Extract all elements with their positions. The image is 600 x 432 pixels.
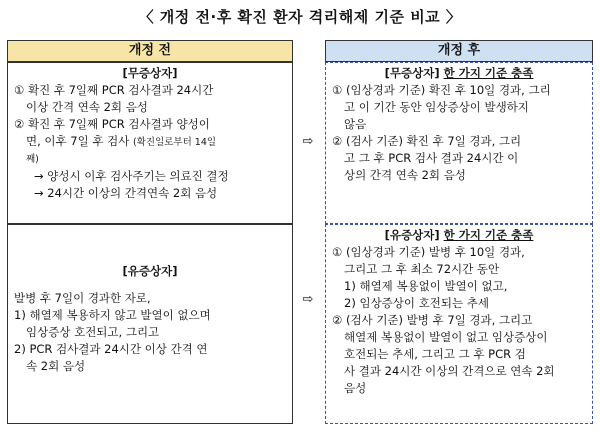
after-sym-item2-c: 호전되는 추세, 그리고 그 후 PCR 검 bbox=[344, 347, 526, 361]
before-asym-item2-b bbox=[14, 133, 286, 151]
before-asymptomatic-box bbox=[7, 62, 293, 224]
after-header: 개정 후 bbox=[325, 40, 593, 62]
after-asym-item2-c: 상의 간격 연속 2회 음성 bbox=[344, 168, 466, 182]
before-sym-intro: 발병 후 7일이 경과한 자로, bbox=[14, 291, 151, 305]
after-asym-item1-b: 고 이 기간 동안 임상증상이 발생하지 bbox=[344, 100, 529, 114]
before-sym-item1-a: 1) 해열제 복용하지 않고 발열이 없으며 bbox=[14, 308, 211, 322]
after-sym-label-a: [유증상자] bbox=[384, 228, 440, 242]
before-asym-arrow2: → 24시간 이상의 간격연속 2회 음성 bbox=[34, 186, 218, 200]
before-asym-item1-b: 이상 간격 연속 2회 음성 bbox=[26, 100, 148, 114]
after-sym-item2-a: ② (검사 기준) 발병 후 7일 경과, 그리고 bbox=[332, 313, 533, 327]
before-asymptomatic-label: [무증상자] bbox=[122, 66, 178, 80]
arrow-right-icon: ⇨ bbox=[302, 292, 314, 307]
after-sym-item1-c: 1) 해열제 복용없이 발열이 없고, bbox=[344, 279, 508, 293]
before-asym-arrow1: → 양성시 이후 검사주기는 의료진 결정 bbox=[34, 169, 229, 183]
after-sym-item1-d: 2) 임상증상이 호전되는 추세 bbox=[344, 296, 489, 310]
after-asym-label-a: [무증상자] bbox=[384, 66, 440, 80]
after-asymptomatic-box bbox=[325, 62, 593, 224]
after-symptomatic-box bbox=[325, 224, 593, 424]
after-sym-label-b: 한 가지 기준 충족 bbox=[443, 228, 534, 242]
arrow-right-icon: ⇨ bbox=[302, 134, 314, 149]
page-title: 〈 개정 전·후 확진 환자 격리해제 기준 비교 〉 bbox=[138, 8, 462, 26]
after-asym-item1-c: 않음 bbox=[344, 117, 367, 131]
before-header: 개정 전 bbox=[7, 40, 293, 62]
after-asym-item2-a: ② (검사 기준) 확진 후 7일 경과, 그리 bbox=[332, 134, 522, 148]
before-symptomatic-box bbox=[7, 224, 293, 424]
before-asym-item2-note-b: 째) bbox=[26, 154, 39, 165]
before-sym-item2-a: 2) PCR 검사결과 24시간 이상 간격 연 bbox=[14, 342, 208, 356]
before-asym-item2-note-a: (확진일로부터 14일 bbox=[133, 137, 217, 148]
before-asym-item2-a: ② 확진 후 7일째 PCR 검사결과 양성이 bbox=[14, 117, 210, 131]
after-asym-item1-a: ① (임상경과 기준) 확진 후 10일 경과, 그리 bbox=[332, 83, 551, 97]
after-sym-item1-a: ① (임상경과 기준) 발병 후 10일 경과, bbox=[332, 245, 525, 259]
before-sym-item2-b: 속 2회 음성 bbox=[26, 359, 86, 373]
after-sym-item2-b: 해열제 복용없이 발열이 없고 임상증상이 bbox=[344, 330, 548, 344]
after-asym-label bbox=[332, 65, 586, 82]
after-asym-item2-b: 고 그 후 PCR 검사 결과 24시간 이 bbox=[344, 151, 519, 165]
before-asym-item2-b-text: 면, 이후 7일 후 검사 bbox=[26, 134, 130, 148]
before-sym-item1-b: 임상증상 호전되고, 그리고 bbox=[26, 325, 160, 339]
after-sym-item1-b: 그리고 그 후 최소 72시간 동안 bbox=[344, 262, 500, 276]
before-asym-item1-a: ① 확진 후 7일째 PCR 검사결과 24시간 bbox=[14, 83, 214, 97]
after-sym-item2-d: 사 결과 24시간 이상의 간격으로 연속 2회 bbox=[344, 364, 555, 378]
after-sym-label bbox=[332, 227, 586, 244]
after-asym-label-b: 한 가지 기준 충족 bbox=[443, 66, 534, 80]
before-symptomatic-label: [유증상자] bbox=[122, 264, 178, 278]
after-sym-item2-e: 음성 bbox=[344, 381, 367, 395]
